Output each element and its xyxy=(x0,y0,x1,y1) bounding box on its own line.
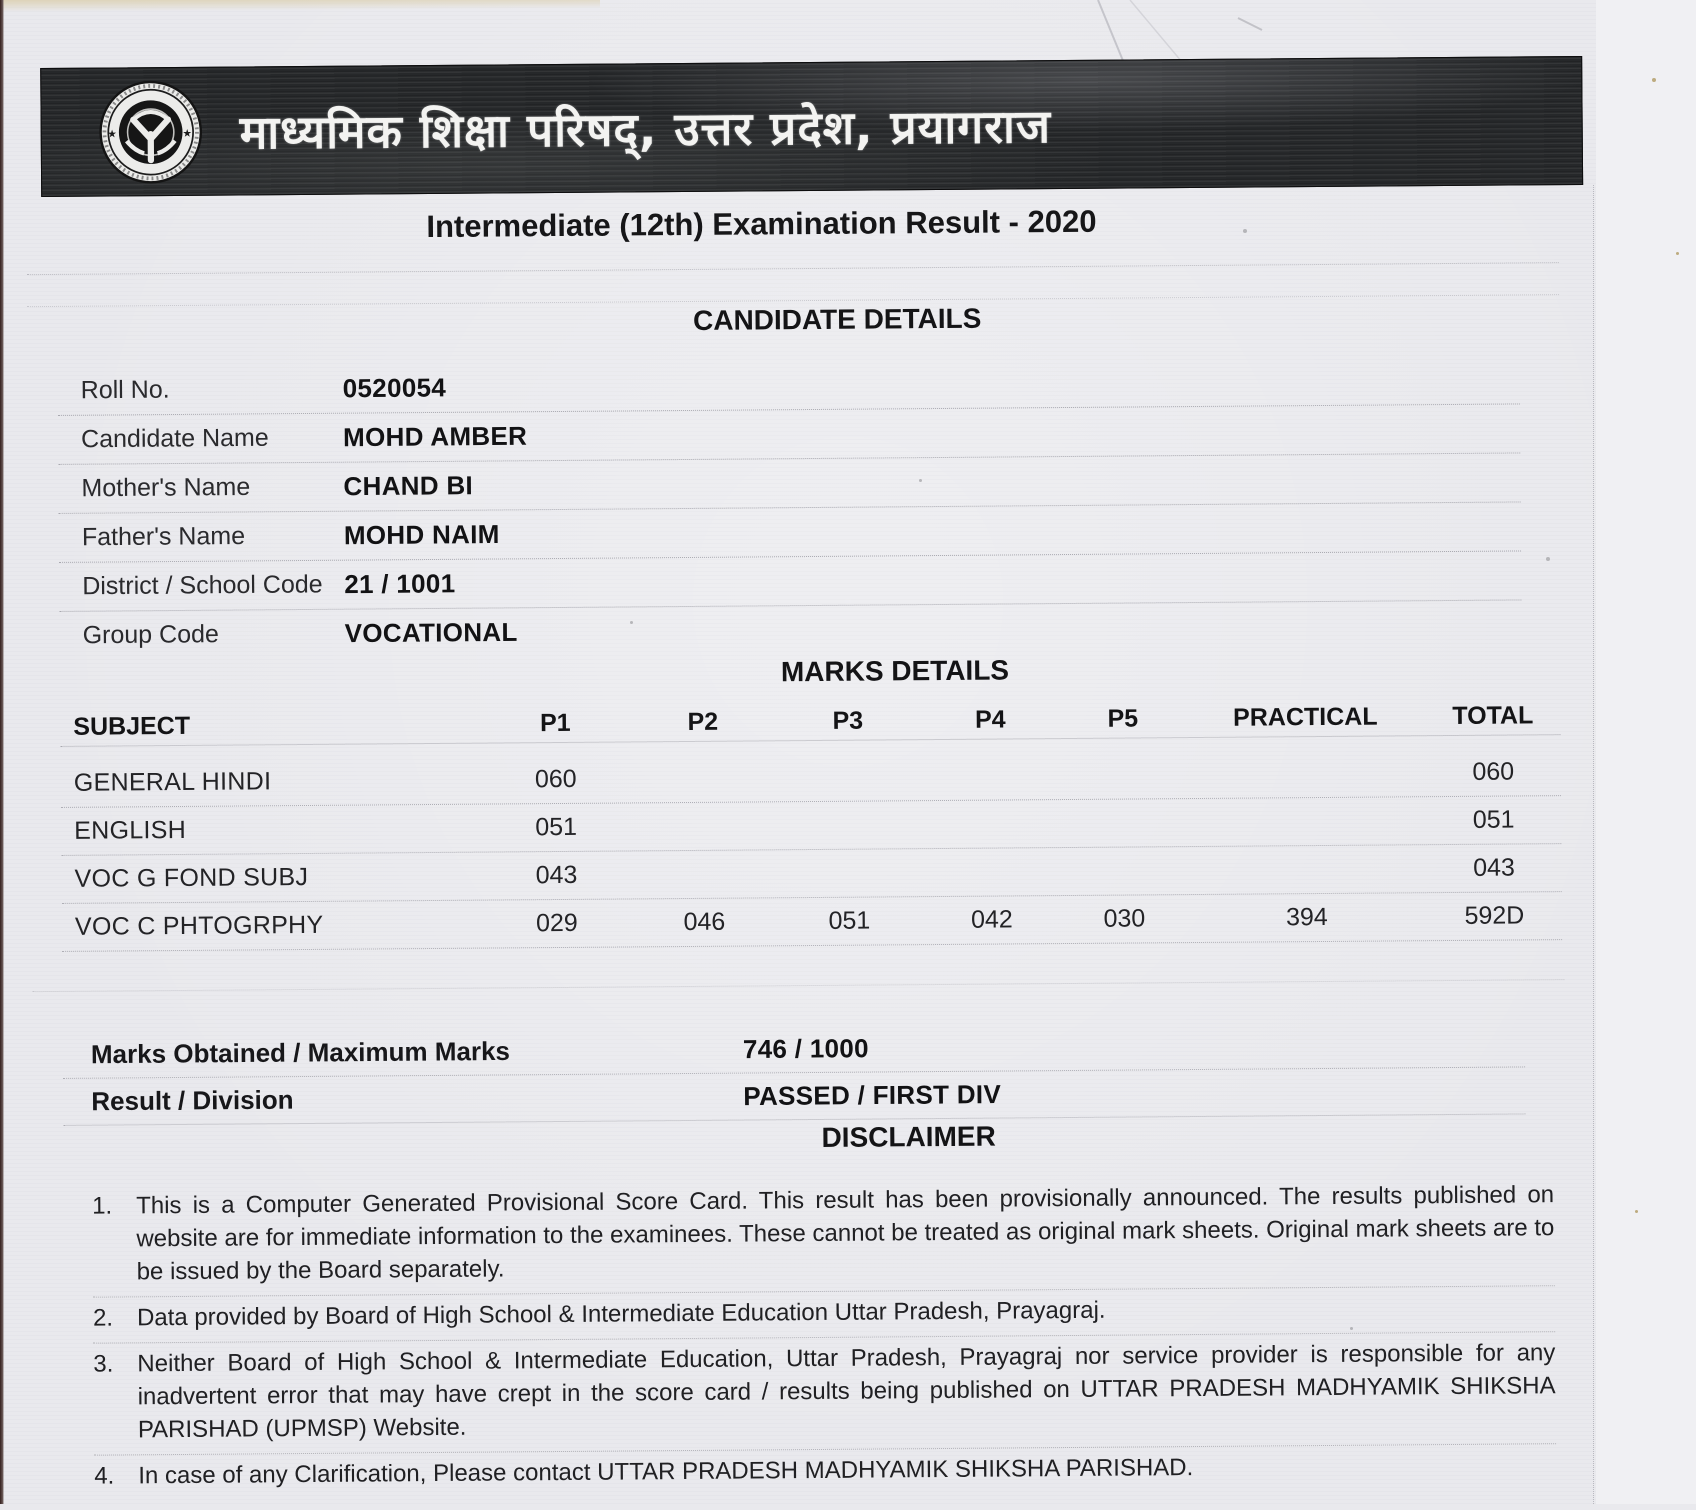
marks-cell: 043 xyxy=(535,860,578,890)
item-text: Data provided by Board of High School & Intermediate Education Uttar Pradesh, Prayagraj. xyxy=(136,1296,1106,1332)
subject-cell: VOC G FOND SUBJ xyxy=(74,862,309,893)
ruled-line xyxy=(27,262,1559,275)
candidate-field-row xyxy=(59,600,1521,659)
marks-cell xyxy=(921,824,1061,825)
marks-cell: 029 xyxy=(535,908,578,938)
marks-cell xyxy=(776,825,921,826)
board-name-hindi: माध्यमिक शिक्षा परिषद्, उत्तर प्रदेश, प्रयागराज xyxy=(239,98,1052,159)
marks-cell xyxy=(1187,869,1427,871)
disclaimer-list xyxy=(92,1174,1556,1500)
field-value: MOHD AMBER xyxy=(342,420,528,453)
field-value: MOHD NAIM xyxy=(343,518,500,551)
marks-cell xyxy=(1061,775,1186,776)
column-header: SUBJECT xyxy=(73,711,191,741)
marks-cell: 394 xyxy=(1285,902,1328,932)
field-value: 0520054 xyxy=(342,372,447,404)
item-number: 4. xyxy=(94,1462,115,1490)
marks-cell xyxy=(776,777,921,778)
marks-cell: 051 xyxy=(828,906,871,935)
marks-cell: 046 xyxy=(683,907,726,937)
result-summary xyxy=(63,1020,1526,1125)
column-header: P5 xyxy=(1107,703,1139,733)
field-value: VOCATIONAL xyxy=(344,616,518,649)
total-cell: 043 xyxy=(1473,853,1515,882)
field-label: District / School Code xyxy=(82,570,323,601)
marks-cell xyxy=(631,826,776,827)
item-number: 3. xyxy=(93,1350,114,1378)
marks-table-body xyxy=(61,748,1562,952)
marks-cell: 030 xyxy=(1103,904,1146,933)
board-header-band xyxy=(40,56,1583,197)
marks-cell: 051 xyxy=(535,812,578,842)
item-text: In case of any Clarification, Please contact UTTAR PRADESH MADHYAMIK SHIKSHA PARISHAD. xyxy=(138,1454,1194,1490)
item-text: Neither Board of High School & Intermediate Education, Uttar Pradesh, Prayagraj nor service provider is responsible for any inadvertent error that may have crept in the score card / results being published on UTTAR PRADESH MADHYAMIK SHIKSHA PARISHAD (UPMSP) Website. xyxy=(137,1339,1556,1444)
total-cell: 592D xyxy=(1464,901,1525,930)
marks-cell xyxy=(777,873,922,874)
summary-row xyxy=(63,1067,1525,1125)
marks-cell xyxy=(1061,823,1186,824)
marks-cell xyxy=(1186,821,1426,823)
subject-cell: ENGLISH xyxy=(74,815,187,845)
disclaimer-heading: DISCLAIMER xyxy=(821,1120,996,1153)
marks-cell xyxy=(632,874,777,875)
marks-cell xyxy=(631,778,776,779)
field-value: 21 / 1001 xyxy=(344,568,456,600)
column-header: P3 xyxy=(832,706,864,735)
total-cell: 051 xyxy=(1472,805,1515,834)
field-value: CHAND BI xyxy=(343,470,474,502)
total-cell: 060 xyxy=(1472,757,1515,786)
svg-text:★: ★ xyxy=(182,127,193,140)
marks-details-heading: MARKS DETAILS xyxy=(780,654,1010,688)
item-number: 2. xyxy=(92,1304,114,1332)
subject-cell: GENERAL HINDI xyxy=(73,767,272,797)
item-text: This is a Computer Generated Provisional Score Card. This result has been provisionally announced. The results published on website are for immediate information to the examinees. These cannot be treated as original mark sheets. Original mark sheets are to be issued by the Board separately. xyxy=(136,1181,1555,1286)
marks-cell xyxy=(921,776,1061,777)
document-title: Intermediate (12th) Examination Result - 2020 xyxy=(426,203,1097,245)
column-header: P4 xyxy=(974,704,1006,734)
summary-value: 746 / 1000 xyxy=(742,1033,869,1065)
marks-table-header xyxy=(60,696,1560,747)
field-label: Roll No. xyxy=(80,375,170,405)
disclaimer-item xyxy=(93,1332,1556,1455)
marks-cell: 060 xyxy=(534,764,577,794)
ruled-line xyxy=(32,979,1564,992)
field-label: Mother's Name xyxy=(81,472,251,503)
field-label: Candidate Name xyxy=(81,423,269,454)
column-header: P1 xyxy=(539,708,571,737)
candidate-details-list xyxy=(58,355,1522,659)
column-header: P2 xyxy=(687,707,719,736)
svg-text:★: ★ xyxy=(107,127,117,140)
column-header: TOTAL xyxy=(1452,700,1534,730)
upmsp-seal-logo xyxy=(97,78,204,185)
candidate-details-heading: CANDIDATE DETAILS xyxy=(692,302,982,336)
column-header: PRACTICAL xyxy=(1233,702,1378,732)
disclaimer-item xyxy=(92,1174,1555,1297)
field-label: Father's Name xyxy=(81,521,246,552)
marks-table xyxy=(60,696,1562,952)
summary-value: PASSED / FIRST DIV xyxy=(743,1079,1002,1112)
summary-label: Marks Obtained / Maximum Marks xyxy=(90,1035,511,1070)
marks-cell xyxy=(922,872,1062,873)
field-label: Group Code xyxy=(82,620,219,650)
marks-cell xyxy=(1062,871,1187,872)
item-number: 1. xyxy=(92,1192,113,1220)
marks-cell: 042 xyxy=(970,905,1013,934)
marks-cell xyxy=(1186,773,1426,775)
subject-cell: VOC C PHTOGRPHY xyxy=(74,910,324,941)
summary-label: Result / Division xyxy=(91,1084,294,1117)
